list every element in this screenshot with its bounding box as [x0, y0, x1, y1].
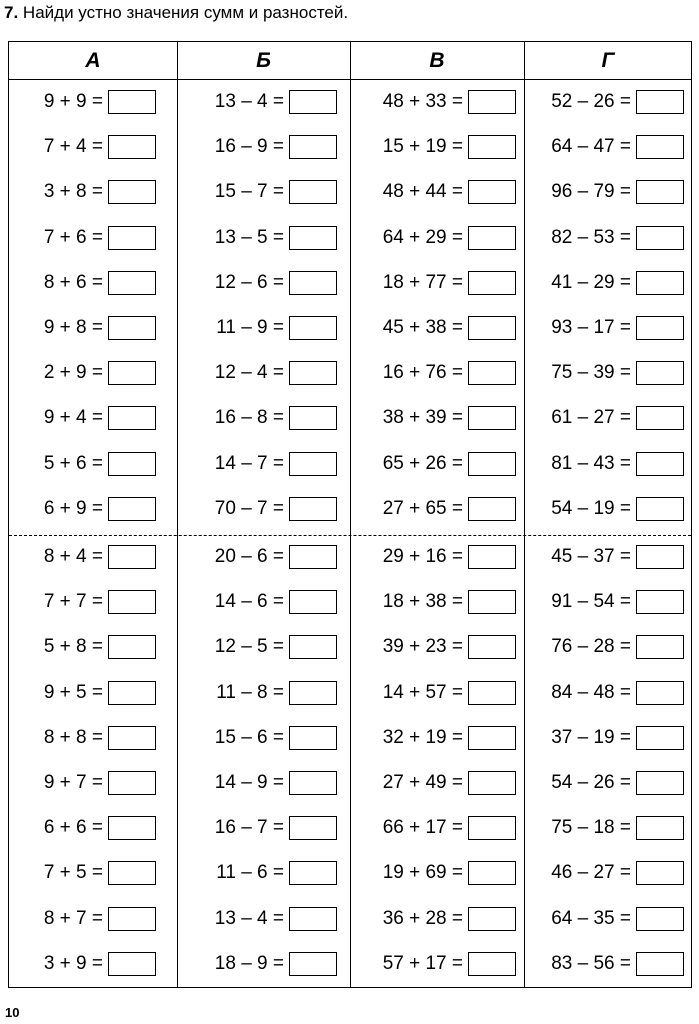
equation-row: [524, 542, 684, 572]
equation-expression: 61 – 27 =: [551, 407, 631, 429]
equation-row: [524, 904, 684, 934]
answer-box[interactable]: [289, 590, 337, 614]
equation-row: [9, 587, 156, 617]
equation-expression: 8 + 7 =: [43, 907, 103, 929]
equation-row: [524, 723, 684, 753]
equation-row: [177, 904, 337, 934]
equation-expression: 13 – 4 =: [214, 907, 284, 929]
equation-expression: 8 + 6 =: [43, 271, 103, 293]
task-title: [4, 3, 348, 23]
equation-expression: 15 – 6 =: [214, 726, 284, 748]
answer-box[interactable]: [289, 635, 337, 659]
answer-box[interactable]: [636, 226, 684, 250]
equation-expression: 16 – 9 =: [214, 136, 284, 158]
equation-expression: 6 + 6 =: [43, 817, 103, 839]
equation-row: [524, 449, 684, 479]
answer-box[interactable]: [468, 90, 516, 114]
answer-box[interactable]: [468, 316, 516, 340]
equation-expression: 14 – 9 =: [214, 772, 284, 793]
equation-expression: 12 – 4 =: [214, 362, 284, 384]
equation-expression: 8 + 4 =: [43, 546, 103, 567]
equation-row: [524, 858, 684, 888]
equation-row: [177, 449, 337, 479]
equation-row: [177, 542, 337, 572]
answer-box[interactable]: [468, 952, 516, 976]
equation-row: [9, 87, 156, 117]
equation-expression: 65 + 26 =: [382, 452, 463, 474]
equation-row: [524, 678, 684, 708]
equation-row: [350, 132, 516, 162]
equation-expression: 75 – 18 =: [551, 817, 631, 839]
equation-row: [350, 678, 516, 708]
answer-box[interactable]: [289, 952, 337, 976]
equation-row: [9, 268, 156, 298]
answer-box[interactable]: [108, 180, 156, 204]
equation-expression: 3 + 9 =: [43, 952, 103, 974]
equation-row: [177, 494, 337, 524]
equation-row: [9, 403, 156, 433]
equation-row: [350, 358, 516, 388]
answer-box[interactable]: [108, 861, 156, 885]
equation-expression: 36 + 28 =: [382, 907, 463, 929]
answer-box[interactable]: [636, 907, 684, 931]
equation-row: [177, 813, 337, 843]
equation-expression: 13 – 4 =: [214, 91, 284, 112]
answer-box[interactable]: [108, 771, 156, 795]
equation-expression: 57 + 17 =: [382, 952, 463, 974]
equation-row: [350, 223, 516, 253]
equation-expression: 66 + 17 =: [382, 817, 463, 839]
answer-box[interactable]: [468, 452, 516, 476]
equation-expression: 8 + 8 =: [43, 726, 103, 748]
column-header-v: В: [429, 48, 445, 72]
answer-box[interactable]: [636, 771, 684, 795]
equation-row: [350, 313, 516, 343]
answer-box[interactable]: [289, 361, 337, 385]
answer-box[interactable]: [108, 90, 156, 114]
equation-row: [524, 587, 684, 617]
column-header-g: Г: [601, 48, 615, 72]
answer-box[interactable]: [289, 861, 337, 885]
equation-row: [9, 678, 156, 708]
equation-expression: 12 – 6 =: [214, 271, 284, 293]
answer-box[interactable]: [108, 681, 156, 705]
equation-row: [524, 403, 684, 433]
answer-box[interactable]: [468, 361, 516, 385]
equation-expression: 18 + 38 =: [382, 591, 463, 613]
equation-row: [524, 313, 684, 343]
answer-box[interactable]: [468, 861, 516, 885]
equation-row: [177, 132, 337, 162]
equation-expression: 39 + 23 =: [382, 636, 463, 658]
equation-row: [350, 177, 516, 207]
equation-row: [524, 632, 684, 662]
answer-box[interactable]: [289, 180, 337, 204]
answer-box[interactable]: [636, 681, 684, 705]
answer-box[interactable]: [108, 635, 156, 659]
equation-row: [350, 449, 516, 479]
answer-box[interactable]: [468, 726, 516, 750]
equation-expression: 75 – 39 =: [551, 362, 631, 384]
answer-box[interactable]: [108, 545, 156, 569]
answer-box[interactable]: [289, 452, 337, 476]
equation-row: [524, 358, 684, 388]
equation-row: [524, 177, 684, 207]
equation-row: [524, 268, 684, 298]
answer-box[interactable]: [636, 452, 684, 476]
answer-box[interactable]: [636, 952, 684, 976]
equation-row: [9, 949, 156, 979]
equation-row: [177, 403, 337, 433]
answer-box[interactable]: [636, 545, 684, 569]
equation-row: [350, 87, 516, 117]
equation-row: [350, 542, 516, 572]
answer-box[interactable]: [636, 361, 684, 385]
answer-box[interactable]: [636, 406, 684, 430]
equation-expression: 5 + 8 =: [43, 636, 103, 658]
equation-expression: 29 + 16 =: [382, 546, 463, 567]
equation-row: [177, 223, 337, 253]
equation-expression: 64 – 35 =: [551, 907, 631, 929]
answer-box[interactable]: [289, 907, 337, 931]
equation-row: [9, 858, 156, 888]
equation-row: [177, 268, 337, 298]
equation-row: [9, 449, 156, 479]
answer-box[interactable]: [636, 180, 684, 204]
equation-row: [9, 494, 156, 524]
equation-expression: 76 – 28 =: [551, 636, 631, 658]
equation-expression: 84 – 48 =: [551, 681, 631, 703]
answer-box[interactable]: [108, 226, 156, 250]
equation-row: [9, 632, 156, 662]
equation-expression: 45 + 38 =: [382, 317, 463, 338]
answer-box[interactable]: [289, 135, 337, 159]
answer-box[interactable]: [289, 497, 337, 521]
equation-expression: 11 – 6 =: [216, 862, 284, 884]
equation-row: [9, 223, 156, 253]
answer-box[interactable]: [108, 316, 156, 340]
answer-box[interactable]: [108, 452, 156, 476]
answer-box[interactable]: [468, 681, 516, 705]
equation-row: [9, 542, 156, 572]
answer-box[interactable]: [108, 406, 156, 430]
equation-row: [9, 313, 156, 343]
equation-expression: 9 + 7 =: [43, 772, 103, 793]
equation-row: [350, 587, 516, 617]
equation-expression: 81 – 43 =: [551, 452, 631, 474]
equation-row: [524, 949, 684, 979]
answer-box[interactable]: [108, 952, 156, 976]
equation-expression: 37 – 19 =: [551, 726, 631, 748]
answer-box[interactable]: [636, 135, 684, 159]
equation-row: [177, 678, 337, 708]
equation-expression: 27 + 65 =: [382, 497, 463, 519]
answer-box[interactable]: [289, 90, 337, 114]
equation-row: [524, 132, 684, 162]
answer-box[interactable]: [636, 726, 684, 750]
equation-expression: 16 – 8 =: [214, 407, 284, 429]
answer-box[interactable]: [108, 271, 156, 295]
equation-expression: 54 – 19 =: [551, 497, 631, 519]
answer-box[interactable]: [636, 316, 684, 340]
task-number: 7.: [4, 3, 19, 22]
equation-expression: 14 + 57 =: [382, 681, 463, 703]
equation-row: [177, 87, 337, 117]
equation-expression: 48 + 33 =: [382, 91, 463, 112]
answer-box[interactable]: [636, 590, 684, 614]
equation-expression: 64 – 47 =: [551, 136, 631, 158]
equation-row: [350, 632, 516, 662]
column-header-b: Б: [256, 48, 271, 72]
equation-row: [524, 768, 684, 798]
equation-expression: 15 + 19 =: [382, 136, 463, 158]
answer-box[interactable]: [468, 907, 516, 931]
equation-expression: 12 – 5 =: [214, 636, 284, 658]
equation-expression: 91 – 54 =: [551, 591, 631, 613]
equation-row: [177, 177, 337, 207]
answer-box[interactable]: [636, 861, 684, 885]
equation-expression: 2 + 9 =: [43, 362, 103, 384]
answer-box[interactable]: [636, 816, 684, 840]
answer-box[interactable]: [108, 726, 156, 750]
equation-expression: 9 + 4 =: [43, 407, 103, 429]
answer-box[interactable]: [468, 635, 516, 659]
equation-row: [9, 132, 156, 162]
equation-row: [350, 949, 516, 979]
equation-row: [350, 813, 516, 843]
equation-expression: 7 + 5 =: [43, 862, 103, 884]
equation-row: [9, 768, 156, 798]
equation-expression: 38 + 39 =: [382, 407, 463, 429]
equation-expression: 9 + 8 =: [43, 317, 103, 338]
answer-box[interactable]: [468, 771, 516, 795]
equation-expression: 54 – 26 =: [551, 772, 631, 793]
column-header-a: А: [85, 48, 101, 72]
equation-expression: 64 + 29 =: [382, 226, 463, 248]
equation-expression: 27 + 49 =: [382, 772, 463, 793]
answer-box[interactable]: [468, 545, 516, 569]
equation-row: [350, 403, 516, 433]
equation-expression: 93 – 17 =: [551, 317, 631, 338]
answer-box[interactable]: [636, 635, 684, 659]
equation-row: [9, 723, 156, 753]
equation-expression: 7 + 4 =: [43, 136, 103, 158]
equation-expression: 46 – 27 =: [551, 862, 631, 884]
answer-box[interactable]: [289, 545, 337, 569]
equation-expression: 15 – 7 =: [214, 181, 284, 203]
equation-expression: 96 – 79 =: [551, 181, 631, 203]
equation-expression: 18 – 9 =: [214, 952, 284, 974]
answer-box[interactable]: [468, 180, 516, 204]
equation-row: [524, 87, 684, 117]
equation-row: [524, 813, 684, 843]
equation-expression: 19 + 69 =: [382, 862, 463, 884]
equation-row: [524, 223, 684, 253]
answer-box[interactable]: [468, 816, 516, 840]
answer-box[interactable]: [468, 590, 516, 614]
equation-expression: 9 + 9 =: [43, 91, 103, 112]
answer-box[interactable]: [108, 816, 156, 840]
equation-row: [350, 768, 516, 798]
equation-row: [9, 813, 156, 843]
answer-box[interactable]: [289, 771, 337, 795]
equation-expression: 48 + 44 =: [382, 181, 463, 203]
answer-box[interactable]: [108, 590, 156, 614]
exercise-table: [8, 41, 692, 988]
equation-row: [9, 177, 156, 207]
equation-row: [350, 858, 516, 888]
equation-expression: 7 + 7 =: [43, 591, 103, 613]
answer-box[interactable]: [289, 226, 337, 250]
equation-row: [350, 904, 516, 934]
equation-expression: 18 + 77 =: [382, 271, 463, 293]
equation-expression: 11 – 9 =: [216, 317, 284, 338]
equation-expression: 70 – 7 =: [214, 497, 284, 519]
equation-row: [177, 723, 337, 753]
equation-expression: 13 – 5 =: [214, 226, 284, 248]
equation-row: [9, 904, 156, 934]
answer-box[interactable]: [289, 271, 337, 295]
equation-expression: 32 + 19 =: [382, 726, 463, 748]
answer-box[interactable]: [289, 726, 337, 750]
equation-row: [524, 494, 684, 524]
equation-expression: 16 – 7 =: [214, 817, 284, 839]
equation-expression: 7 + 6 =: [43, 226, 103, 248]
equation-expression: 3 + 8 =: [43, 181, 103, 203]
answer-box[interactable]: [468, 226, 516, 250]
equation-row: [177, 949, 337, 979]
answer-box[interactable]: [468, 271, 516, 295]
answer-box[interactable]: [636, 90, 684, 114]
answer-box[interactable]: [289, 406, 337, 430]
equation-row: [177, 587, 337, 617]
answer-box[interactable]: [108, 361, 156, 385]
equation-row: [177, 768, 337, 798]
equation-expression: 5 + 6 =: [43, 452, 103, 474]
dashed-separator: [9, 535, 691, 536]
equation-row: [350, 268, 516, 298]
answer-box[interactable]: [636, 271, 684, 295]
answer-box[interactable]: [289, 316, 337, 340]
equation-expression: 14 – 6 =: [214, 591, 284, 613]
equation-expression: 9 + 5 =: [43, 681, 103, 703]
equation-expression: 45 – 37 =: [551, 546, 631, 567]
answer-box[interactable]: [108, 497, 156, 521]
equation-expression: 82 – 53 =: [551, 226, 631, 248]
equation-expression: 16 + 76 =: [382, 362, 463, 384]
equation-expression: 83 – 56 =: [551, 952, 631, 974]
task-text: Найди устно значения сумм и разностей.: [22, 3, 349, 22]
answer-box[interactable]: [468, 135, 516, 159]
answer-box[interactable]: [468, 406, 516, 430]
answer-box[interactable]: [289, 681, 337, 705]
answer-box[interactable]: [108, 135, 156, 159]
page-number: 10: [5, 1005, 20, 1020]
equation-expression: 52 – 26 =: [551, 91, 631, 112]
equation-row: [177, 858, 337, 888]
equation-row: [9, 358, 156, 388]
equation-expression: 6 + 9 =: [43, 497, 103, 519]
answer-box[interactable]: [108, 907, 156, 931]
answer-box[interactable]: [636, 497, 684, 521]
equation-expression: 14 – 7 =: [214, 452, 284, 474]
equation-expression: 20 – 6 =: [214, 546, 284, 567]
equation-expression: 11 – 8 =: [216, 681, 284, 703]
equation-row: [350, 494, 516, 524]
equation-row: [177, 358, 337, 388]
answer-box[interactable]: [468, 497, 516, 521]
equation-expression: 41 – 29 =: [551, 271, 631, 293]
equation-row: [350, 723, 516, 753]
equation-row: [177, 632, 337, 662]
equation-row: [177, 313, 337, 343]
answer-box[interactable]: [289, 816, 337, 840]
